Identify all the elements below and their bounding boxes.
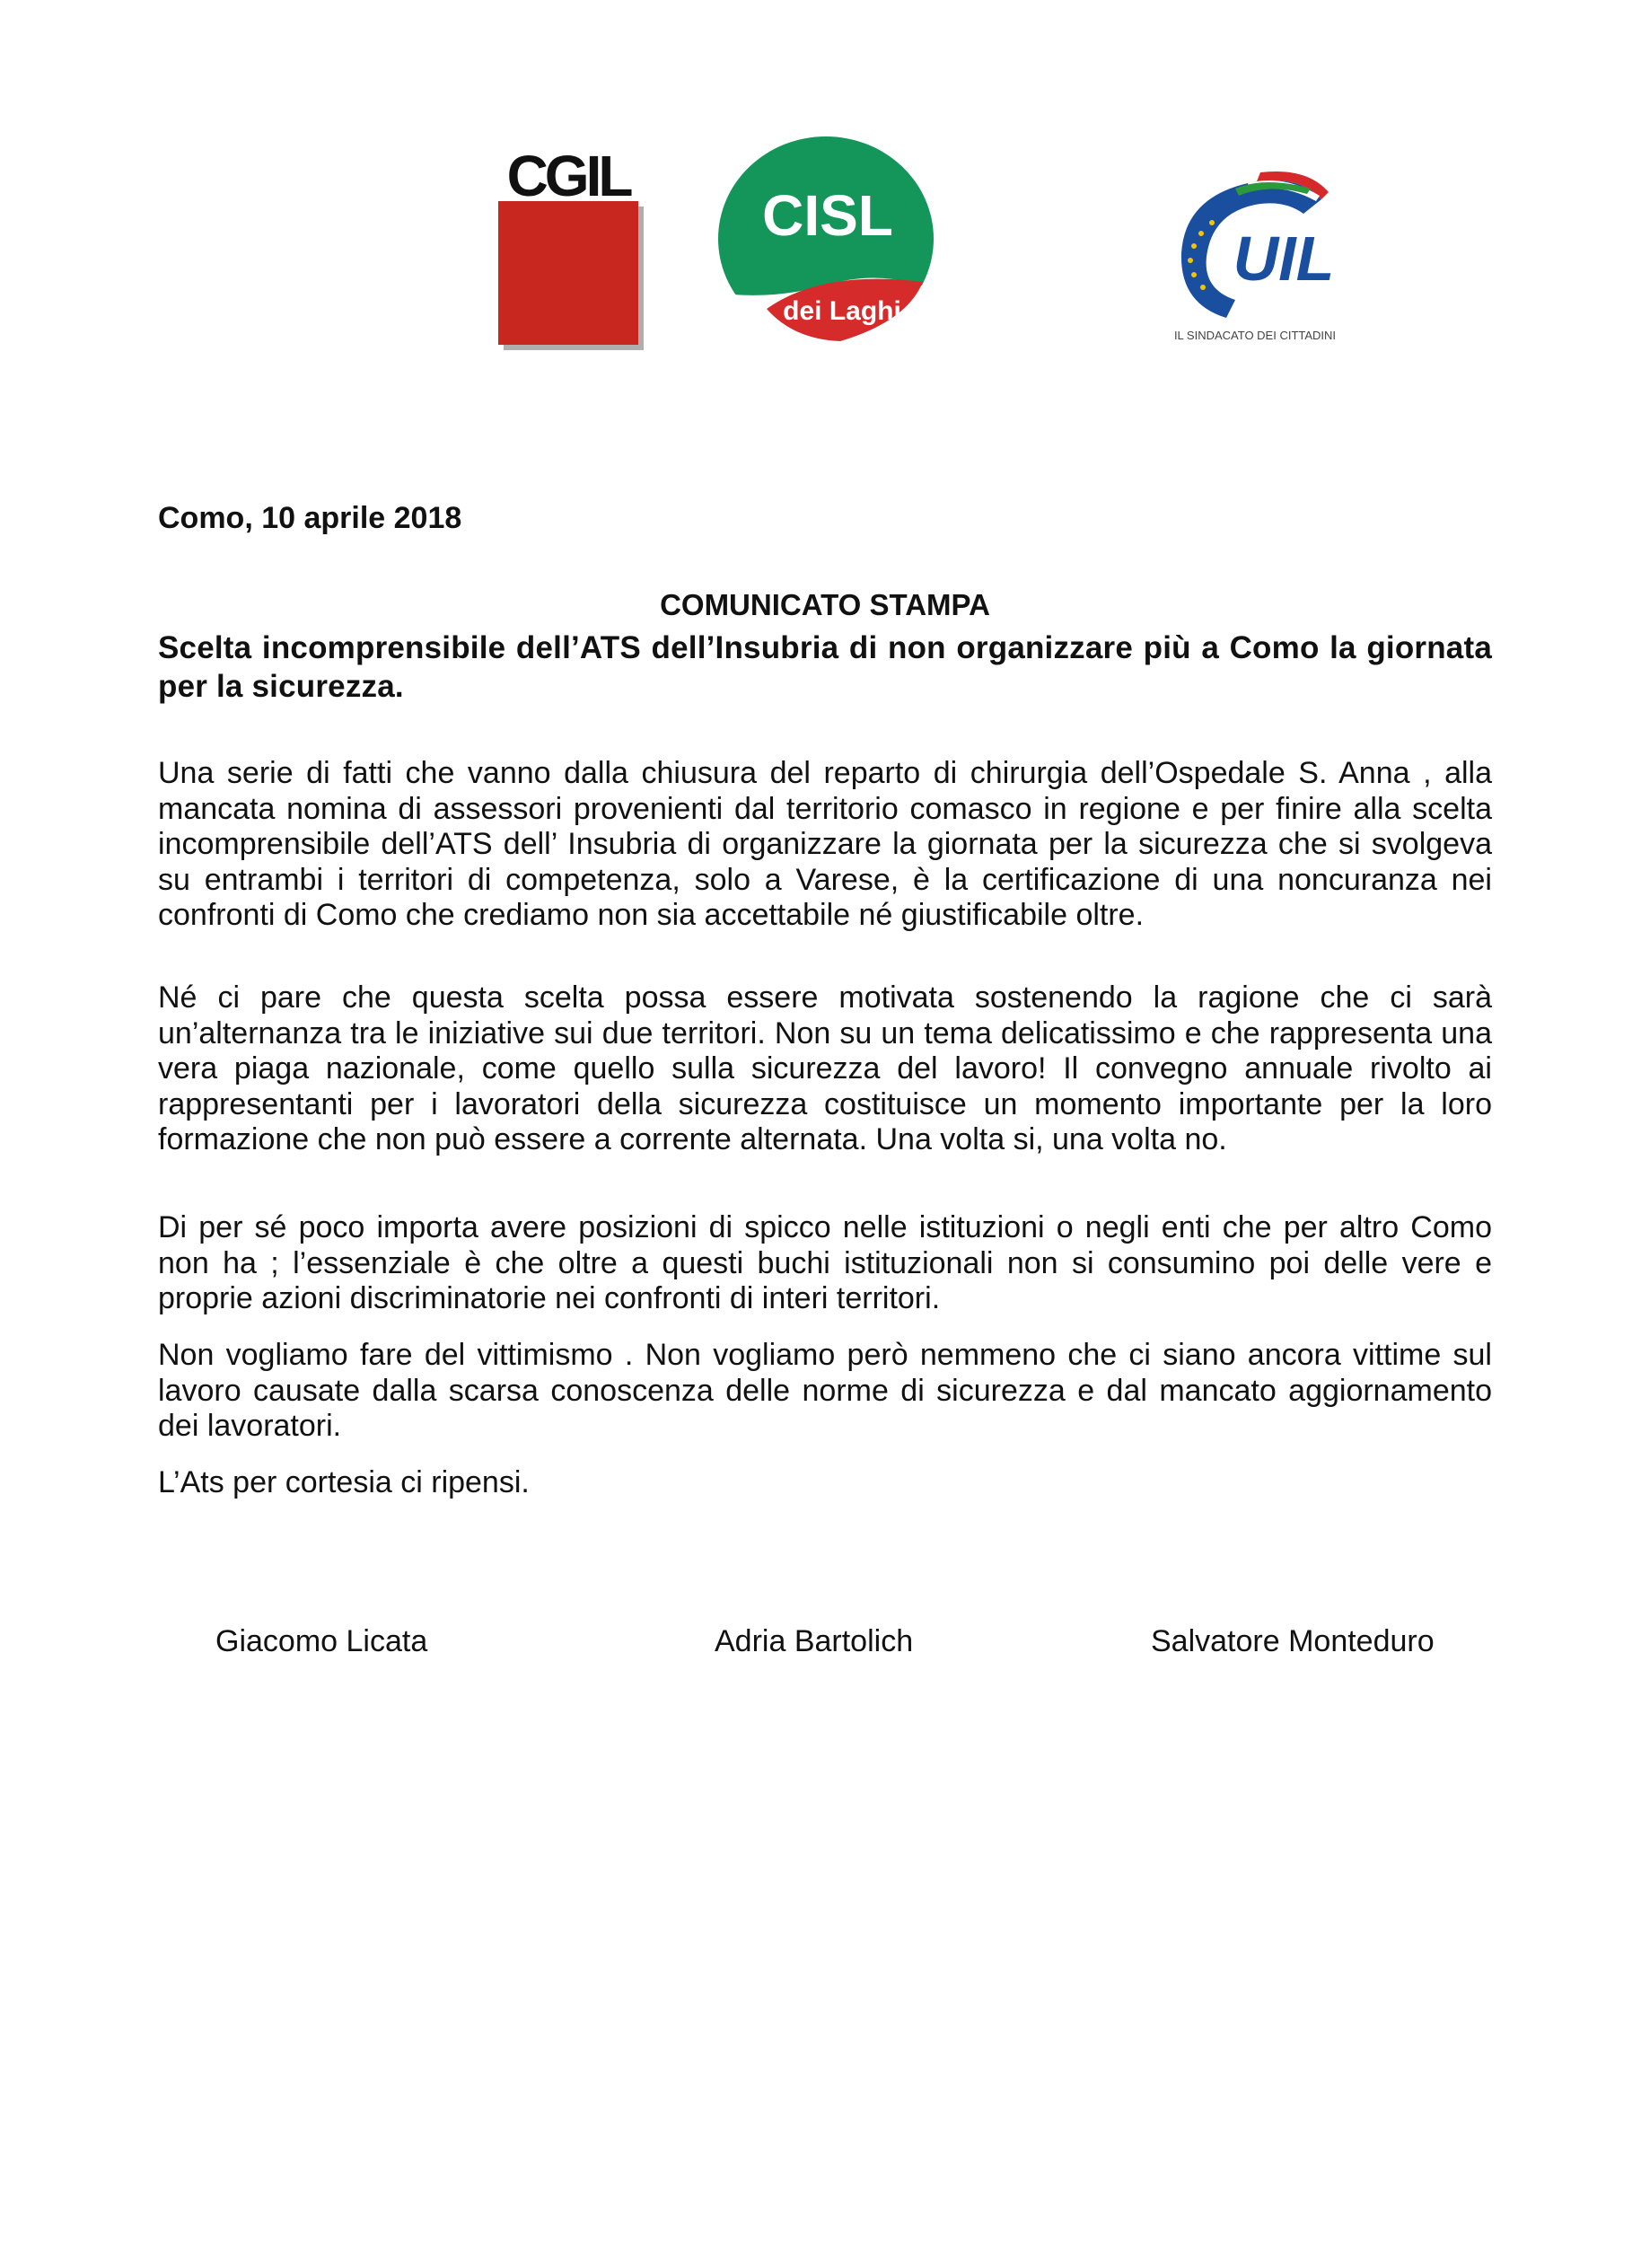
signature-name-2: Adria Bartolich: [715, 1624, 914, 1658]
cisl-logo: [715, 135, 937, 348]
body-paragraph-5: L’Ats per cortesia ci ripensi.: [158, 1465, 530, 1499]
press-release-headline: Scelta incomprensibile dell’ATS dell’Insubria di non organizzare più a Como la giornata per la sicurezza.: [158, 630, 1492, 704]
body-paragraph-2: Né ci pare che questa scelta possa essere motivata sostenendo la ragione che ci sarà un’alternanza tra le iniziative sui due territori. Non su un tema delicatissimo e che rappresenta una vera piaga nazionale, come quello sulla sicurezza del lavoro! Il convegno annuale rivolto ai rappresentanti per i lavoratori della sicurezza costituisce un momento importante per la loro formazione che non può essere a corrente alternata. Una volta si, una volta no.: [158, 980, 1492, 1156]
document-date: Como, 10 aprile 2018: [158, 501, 462, 535]
uil-logo: [1149, 163, 1365, 352]
body-paragraph-3: Di per sé poco importa avere posizioni di spicco nelle istituzioni o negli enti che per altro Como non ha ; l’essenziale è che oltre a questi buchi istituzionali non si consumino poi delle vere e proprie azioni discriminatorie nei confronti di interi territori.: [158, 1210, 1492, 1315]
cisl-logo-subtext: dei Laghi: [783, 296, 901, 326]
cgil-logo: [495, 145, 647, 354]
cisl-logo-text: CISL: [762, 183, 893, 248]
signature-name-1: Giacomo Licata: [215, 1624, 428, 1658]
body-paragraph-1: Una serie di fatti che vanno dalla chiusura del reparto di chirurgia dell’Ospedale S. Anna , alla mancata nomina di assessori provenienti dal territorio comasco in regione e per finire alla scelta incomprensibile dell’ATS dell’ Insubria di organizzare la giornata per la sicurezza che si svolgeva su entrambi i territori di competenza, solo a Varese, è la certificazione di una noncuranza nei confronti di Como che crediamo non sia accettabile né giustificabile oltre.: [158, 756, 1492, 932]
signature-name-3: Salvatore Monteduro: [1151, 1624, 1435, 1658]
document-type-heading: COMUNICATO STAMPA: [660, 588, 990, 621]
body-paragraph-4: Non vogliamo fare del vittimismo . Non vogliamo però nemmeno che ci siano ancora vittime sul lavoro causate dalla scarsa conoscenza delle norme di sicurezza e dal mancato aggiornamento dei lavoratori.: [158, 1338, 1492, 1443]
uil-logo-text: UIL: [1233, 224, 1335, 294]
uil-logo-tagline: IL SINDACATO DEI CITTADINI: [1173, 329, 1337, 342]
cgil-logo-text: CGIL: [506, 145, 630, 208]
